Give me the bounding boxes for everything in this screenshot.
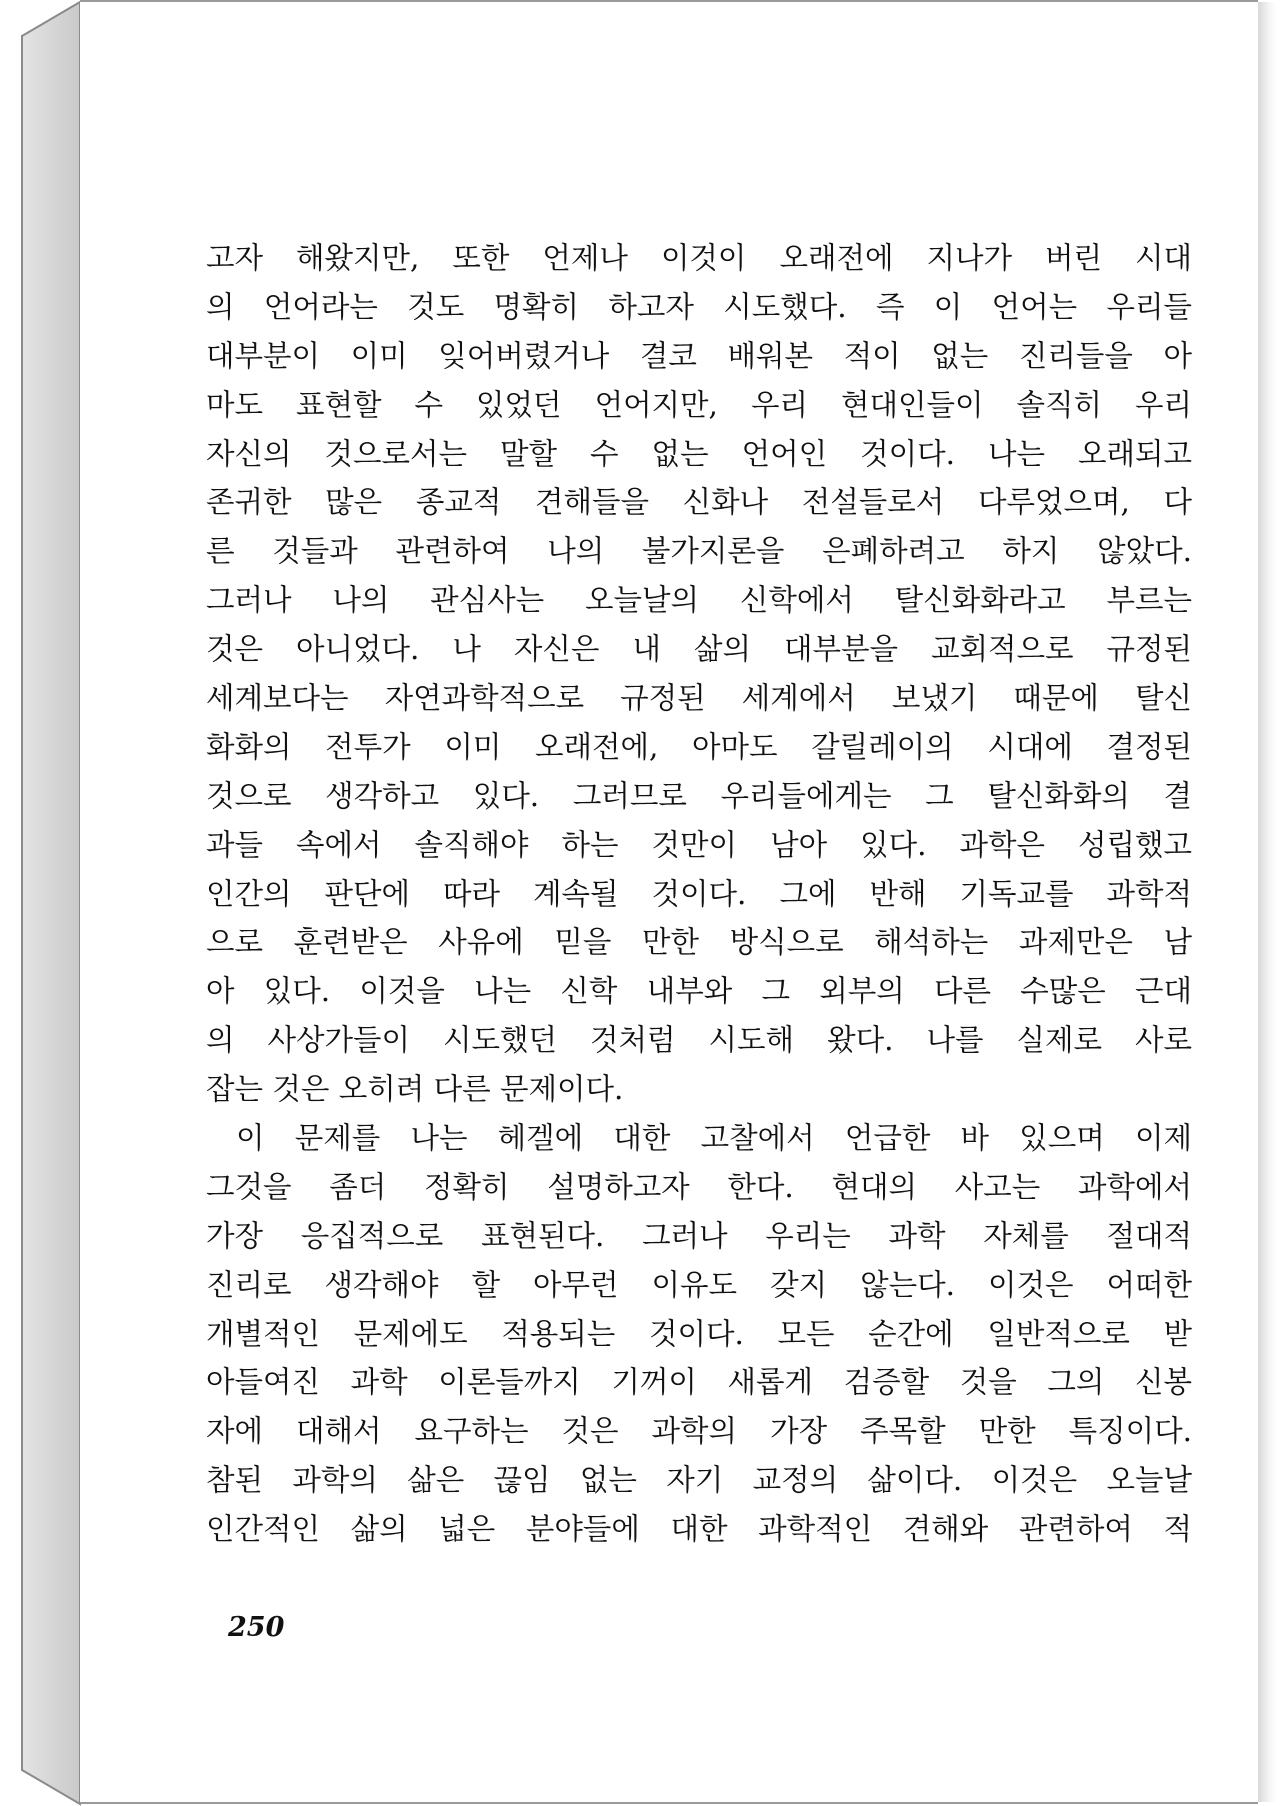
text-line: 진리로 생각해야 할 아무런 이유도 갖지 않는다. 이것은 어떠한 [206, 1267, 1192, 1302]
text-line: 잡는 것은 오히려 다른 문제이다. [206, 1072, 624, 1107]
text-line: 으로 훈련받은 사유에 믿을 만한 방식으로 해석하는 과제만은 남 [206, 925, 1192, 960]
text-line: 인간적인 삶의 넓은 분야들에 대한 과학적인 견해와 관련하여 적 [206, 1512, 1192, 1547]
text-line: 세계보다는 자연과학적으로 규정된 세계에서 보냈기 때문에 탈신 [206, 681, 1192, 716]
text-line: 인간의 판단에 따라 계속될 것이다. 그에 반해 기독교를 과학적 [206, 876, 1192, 911]
text-line: 그러나 나의 관심사는 오늘날의 신학에서 탈신화화라고 부르는 [206, 583, 1192, 618]
text-line: 것은 아니었다. 나 자신은 내 삶의 대부분을 교회적으로 규정된 [206, 632, 1192, 667]
page-number: 250 [228, 1612, 285, 1643]
text-line: 고자 해왔지만, 또한 언제나 이것이 오래전에 지나가 버린 시대 [206, 241, 1192, 275]
text-line: 아들여진 과학 이론들까지 기꺼이 새롭게 검증할 것을 그의 신봉 [206, 1365, 1192, 1400]
book-page [80, 0, 1258, 1804]
text-line: 개별적인 문제에도 적용되는 것이다. 모든 순간에 일반적으로 받 [206, 1316, 1192, 1351]
text-line: 대부분이 이미 잊어버렸거나 결코 배워본 적이 없는 진리들을 아 [206, 338, 1192, 373]
text-line: 화화의 전투가 이미 오래전에, 아마도 갈릴레이의 시대에 결정된 [206, 729, 1192, 764]
text-line: 가장 응집적으로 표현된다. 그러나 우리는 과학 자체를 절대적 [206, 1218, 1192, 1253]
text-line: 자에 대해서 요구하는 것은 과학의 가장 주목할 만한 특징이다. [206, 1414, 1192, 1449]
text-line: 것으로 생각하고 있다. 그러므로 우리들에게는 그 탈신화화의 결 [206, 778, 1192, 813]
page-edge-shadow [1258, 2, 1276, 1802]
text-line: 과들 속에서 솔직해야 하는 것만이 남아 있다. 과학은 성립했고 [206, 827, 1192, 862]
text-line: 그것을 좀더 정확히 설명하고자 한다. 현대의 사고는 과학에서 [206, 1169, 1192, 1204]
text-line: 의 사상가들이 시도했던 것처럼 시도해 왔다. 나를 실제로 사로 [206, 1023, 1192, 1058]
text-line: 아 있다. 이것을 나는 신학 내부와 그 외부의 다른 수많은 근대 [206, 974, 1192, 1009]
text-line: 이 문제를 나는 헤겔에 대한 고찰에서 언급한 바 있으며 이제 [236, 1121, 1192, 1156]
page-body-text [206, 234, 1192, 1554]
text-line: 존귀한 많은 종교적 견해들을 신화나 전설들로서 다루었으며, 다 [206, 485, 1192, 520]
text-line: 참된 과학의 삶은 끊임 없는 자기 교정의 삶이다. 이것은 오늘날 [206, 1463, 1192, 1498]
text-line: 의 언어라는 것도 명확히 하고자 시도했다. 즉 이 언어는 우리들 [206, 289, 1192, 324]
text-line: 른 것들과 관련하여 나의 불가지론을 은폐하려고 하지 않았다. [206, 534, 1192, 569]
text-line: 마도 표현할 수 있었던 언어지만, 우리 현대인들이 솔직히 우리 [206, 387, 1192, 422]
text-line: 자신의 것으로서는 말할 수 없는 언어인 것이다. 나는 오래되고 [206, 436, 1192, 471]
